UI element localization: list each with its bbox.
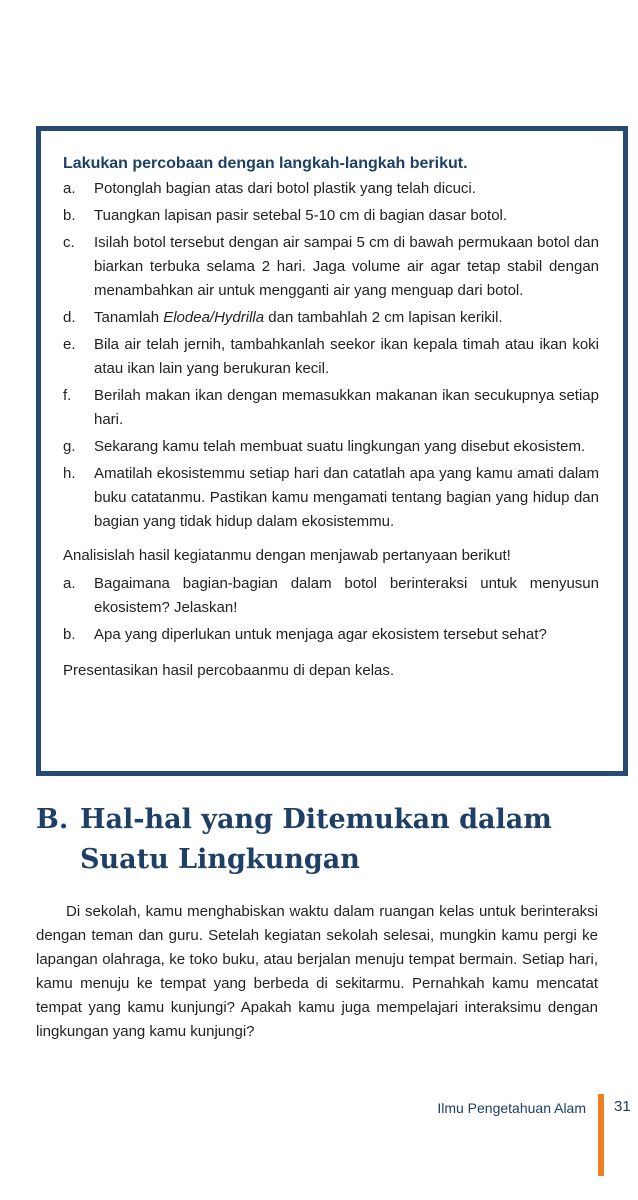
step-text-part: dan tambahlah 2 cm lapisan kerikil. xyxy=(264,309,503,326)
section-title-text: Hal-hal yang Ditemukan dalam Suatu Lingkungan xyxy=(80,804,552,875)
section-paragraph: Di sekolah, kamu menghabiskan waktu dalam ruangan kelas untuk berinteraksi dengan teman dan guru. Setelah kegiatan sekolah selesai, mungkin kamu pergi ke lapangan olahraga, ke toko buku, atau berjalan menuju tempat bermain. Setiap hari, kamu menuju ke tempat yang berbeda di sekitarmu. Pernahkah kamu mencatat tempat yang kamu kunjungi? Apakah kamu juga mempelajari interaksimu dengan lingkungan yang kamu kunjungi? xyxy=(36,903,598,1040)
step-letter: c. xyxy=(63,234,75,251)
step-text: Potonglah bagian atas dari botol plastik yang telah dicuci. xyxy=(94,180,476,197)
step-letter: b. xyxy=(63,207,76,224)
step-item xyxy=(63,462,599,534)
section-letter: B. xyxy=(36,804,69,835)
step-text xyxy=(94,306,599,330)
step-item xyxy=(63,204,599,228)
activity-box-content xyxy=(63,153,599,683)
step-item xyxy=(63,333,599,381)
question-letter: b. xyxy=(63,626,76,643)
step-text: Isilah botol tersebut dengan air sampai 5 cm di bawah permukaan botol dan biarkan terbuka selama 2 hari. Jaga volume air agar tetap stabil dengan menambahkan air untuk mengganti air yang menguap dari botol. xyxy=(94,234,599,299)
question-letter: a. xyxy=(63,575,76,592)
step-item xyxy=(63,384,599,432)
step-letter: f. xyxy=(63,387,72,404)
question-item xyxy=(63,623,599,647)
activity-heading: Lakukan percobaan dengan langkah-langkah berikut. xyxy=(63,155,468,172)
page-number: 31 xyxy=(614,1098,631,1115)
step-item xyxy=(63,177,599,201)
footer-accent-bar xyxy=(598,1094,604,1176)
step-text: Berilah makan ikan dengan memasukkan makanan ikan secukupnya setiap hari. xyxy=(94,387,599,428)
step-item xyxy=(63,306,599,330)
step-letter: d. xyxy=(63,309,76,326)
step-text-part: Tanamlah xyxy=(94,309,164,326)
question-text: Bagaimana bagian-bagian dalam botol berinteraksi untuk menyusun ekosistem? Jelaskan! xyxy=(94,575,599,616)
step-letter: g. xyxy=(63,438,76,455)
step-item xyxy=(63,435,599,459)
step-text: Amatilah ekosistemmu setiap hari dan catatlah apa yang kamu amati dalam buku catatanmu. Pastikan kamu mengamati tentang bagian yang hidup dan bagian yang tidak hidup dalam ekosistemmu. xyxy=(94,465,599,530)
species-name: Elodea/Hydrilla xyxy=(163,309,265,326)
step-letter: a. xyxy=(63,180,76,197)
footer-book-title: Ilmu Pengetahuan Alam xyxy=(437,1100,586,1116)
activity-box xyxy=(36,126,628,776)
step-letter: h. xyxy=(63,465,76,482)
step-text: Tuangkan lapisan pasir setebal 5-10 cm di bagian dasar botol. xyxy=(94,207,508,224)
analysis-intro: Analisislah hasil kegiatanmu dengan menjawab pertanyaan berikut! xyxy=(63,547,511,564)
question-text: Apa yang diperlukan untuk menjaga agar ekosistem tersebut sehat? xyxy=(94,626,547,643)
step-letter: e. xyxy=(63,336,76,353)
steps-list xyxy=(63,177,599,534)
question-item xyxy=(63,572,599,620)
step-text: Bila air telah jernih, tambahkanlah seekor ikan kepala timah atau ikan koki atau ikan lain yang berukuran kecil. xyxy=(94,336,599,377)
closing-instruction: Presentasikan hasil percobaanmu di depan kelas. xyxy=(63,662,395,679)
section-heading xyxy=(36,800,616,880)
questions-list xyxy=(63,572,599,647)
step-text: Sekarang kamu telah membuat suatu lingkungan yang disebut ekosistem. xyxy=(94,438,586,455)
step-item xyxy=(63,231,599,303)
